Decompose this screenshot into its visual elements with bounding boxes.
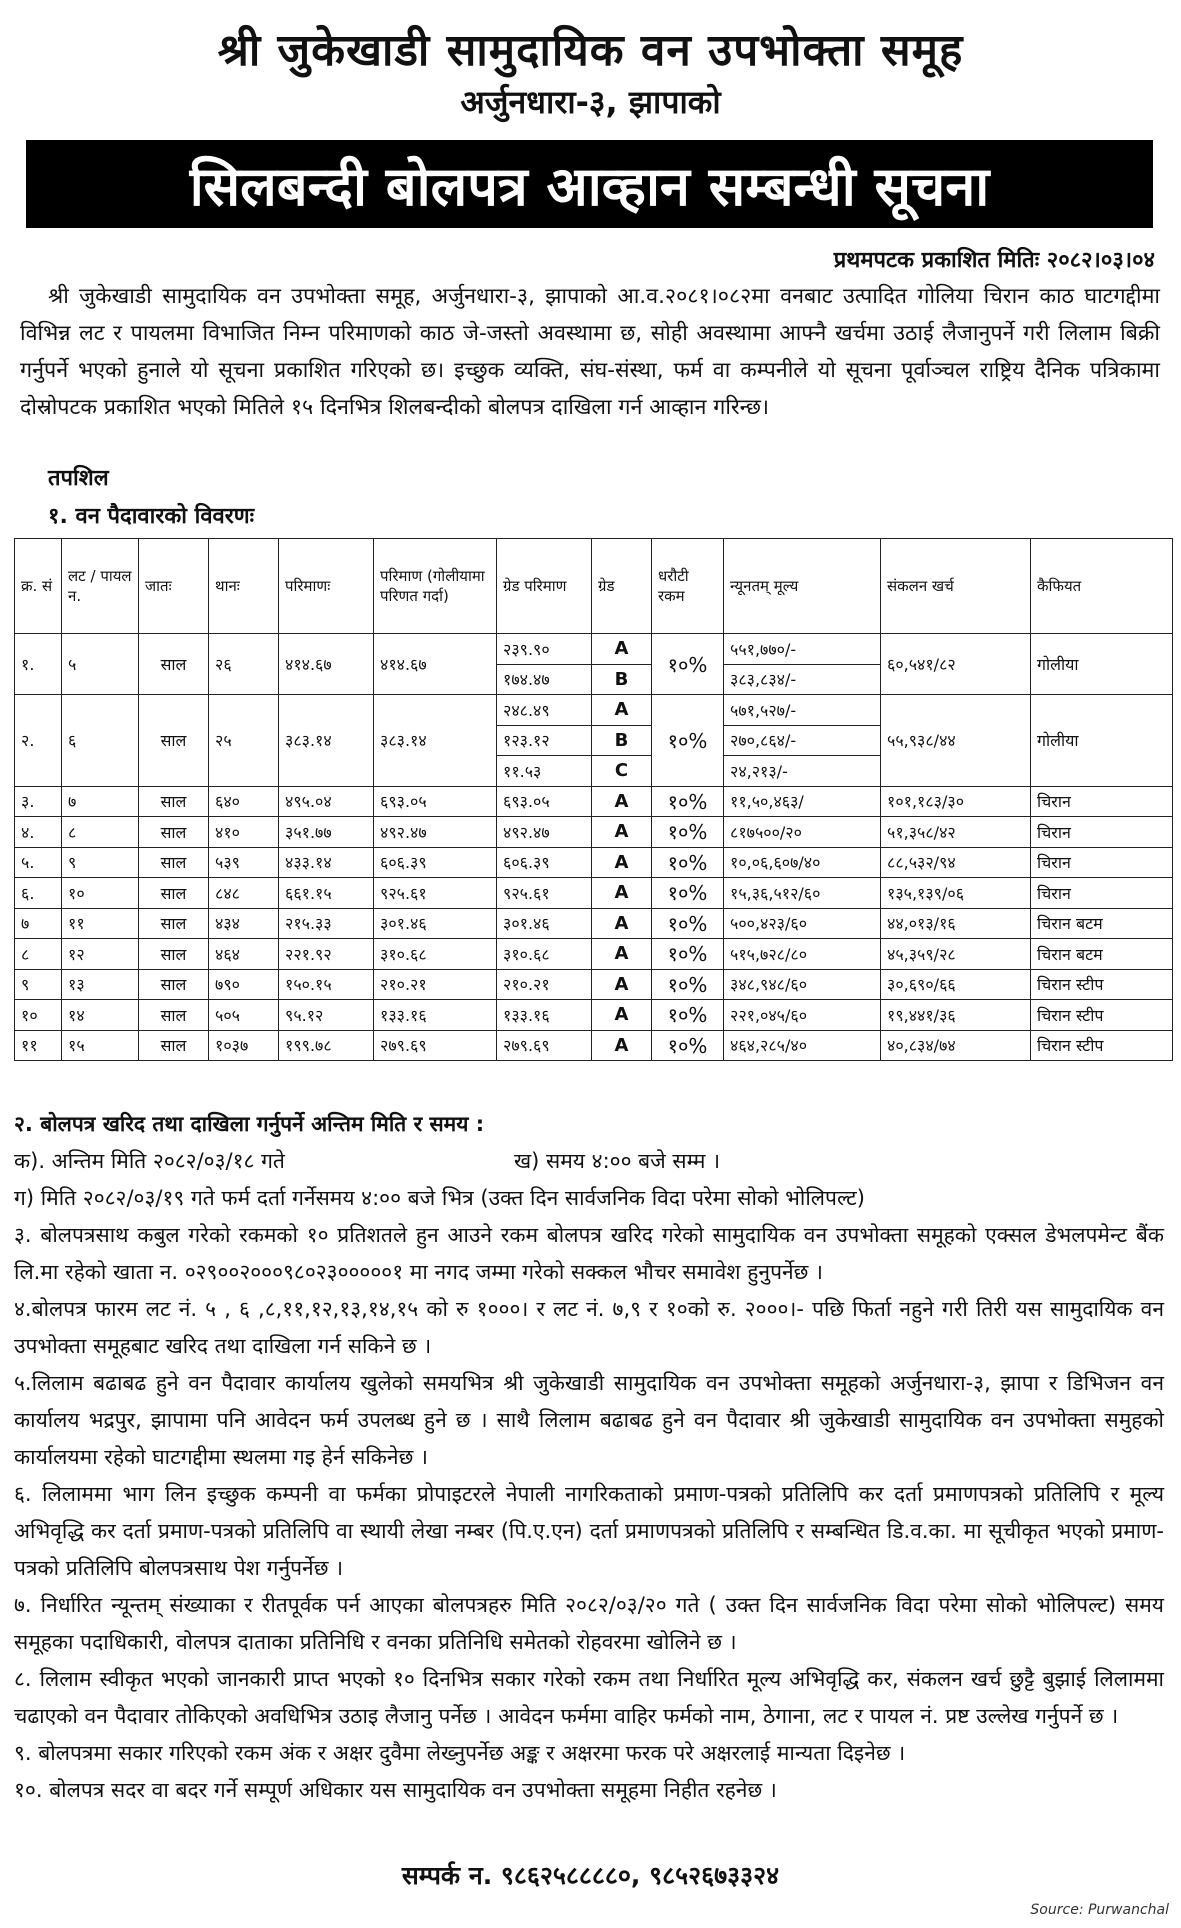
deposit-cell: १०% — [652, 1030, 724, 1061]
grade-quantity-cell: ९२५.६१ — [497, 878, 592, 909]
note-10: १०. बोलपत्र सदर वा बदर गर्ने सम्पूर्ण अधिकार यस सामुदायिक वन उपभोक्ता समूहमा निहीत रहनेछ । — [14, 1778, 777, 1802]
remark-cell: चिरान — [1031, 817, 1173, 848]
grade-quantity-cell: ६९३.०५ — [497, 786, 592, 817]
publication-date: प्रथमपटक प्रकाशित मितिः २०८२।०३।०४ — [833, 248, 1155, 273]
table-row — [15, 786, 1173, 817]
deposit-cell: १०% — [652, 817, 724, 848]
quantity-log-cell: ६९३.०५ — [374, 786, 497, 817]
serial-number-cell: १. — [15, 634, 62, 695]
minimum-price-cell: ५००,४२३/६० — [724, 908, 881, 939]
remark-cell: चिरान स्टीप — [1031, 1000, 1173, 1031]
remark-cell: चिरान — [1031, 786, 1173, 817]
species-cell: साल — [139, 847, 209, 878]
quantity-cell: ६६१.१५ — [279, 878, 374, 909]
collection-cost-cell: ५१,३५८/४२ — [881, 817, 1031, 848]
species-cell: साल — [139, 969, 209, 1000]
count-cell: ४३४ — [209, 908, 279, 939]
table-body — [15, 634, 1173, 1061]
note-2-time: ख) समय ४:०० बजे सम्म । — [514, 1149, 721, 1173]
collection-cost-cell: ६०,५४१/८२ — [881, 634, 1031, 695]
lot-number-cell: १४ — [62, 1000, 139, 1031]
note-9: ९. बोलपत्रमा सकार गरिएको रकम अंक र अक्षर दुवैमा लेख्नुपर्नेछ अङ्क र अक्षरमा फरक परे अक्षरलाई मान्यता दिइनेछ । — [14, 1741, 906, 1765]
header-cell: कैफियत — [1031, 539, 1173, 634]
grade-quantity-cell: ३१०.६८ — [497, 939, 592, 970]
minimum-price-cell: ३८३,८३४/- — [724, 664, 881, 695]
grade-cell: A — [592, 1030, 652, 1061]
lot-number-cell: ७ — [62, 786, 139, 817]
header-cell: धरौटी रकम — [652, 539, 724, 634]
collection-cost-cell: ३०,६९०/६६ — [881, 969, 1031, 1000]
remark-cell: चिरान बटम — [1031, 908, 1173, 939]
quantity-cell: ४३३.१४ — [279, 847, 374, 878]
species-cell: साल — [139, 786, 209, 817]
table-row — [15, 634, 1173, 665]
grade-quantity-cell: १३३.१६ — [497, 1000, 592, 1031]
table-row — [15, 939, 1173, 970]
note-4: ४.बोलपत्र फारम लट नं. ५ , ६ ,८,११,१२,१३,१४,१५ को रु १०००। र लट नं. ७,९ र १०को रु. २०००।- पछि फिर्ता नहुने गरी तिरी यस सामुदायिक वन उपभोक्ता समूहबाट खरिद तथा दाखिला गर्न सकिने छ । — [14, 1297, 1164, 1358]
quantity-log-cell: २१०.२१ — [374, 969, 497, 1000]
species-cell: साल — [139, 1000, 209, 1031]
collection-cost-cell: १३५,१३९/०६ — [881, 878, 1031, 909]
grade-quantity-cell: ४९२.४७ — [497, 817, 592, 848]
table-row — [15, 908, 1173, 939]
count-cell: ४१० — [209, 817, 279, 848]
serial-number-cell: ९ — [15, 969, 62, 1000]
minimum-price-cell: ३४८,९४८/६० — [724, 969, 881, 1000]
grade-quantity-cell: १७४.४७ — [497, 664, 592, 695]
grade-cell: A — [592, 847, 652, 878]
table-row — [15, 1030, 1173, 1061]
grade-cell: A — [592, 939, 652, 970]
lot-number-cell: ८ — [62, 817, 139, 848]
minimum-price-cell: २२१,०४५/६० — [724, 1000, 881, 1031]
header-cell: क्र. सं — [15, 539, 62, 634]
collection-cost-cell: ५५,९३८/४४ — [881, 695, 1031, 787]
serial-number-cell: ४. — [15, 817, 62, 848]
schedule-label: तपशिल — [48, 466, 109, 491]
header-cell: जातः — [139, 539, 209, 634]
grade-cell: A — [592, 969, 652, 1000]
note-2-deadline-row — [14, 1143, 1164, 1180]
table-row — [15, 969, 1173, 1000]
lot-number-cell: १३ — [62, 969, 139, 1000]
deposit-cell: १०% — [652, 908, 724, 939]
quantity-log-cell: ४९२.४७ — [374, 817, 497, 848]
count-cell: ५०५ — [209, 1000, 279, 1031]
grade-cell: A — [592, 634, 652, 665]
quantity-log-cell: ४१४.६७ — [374, 634, 497, 695]
quantity-cell: १९९.७८ — [279, 1030, 374, 1061]
note-5: ५.लिलाम बढाबढ हुने वन पैदावार कार्यालय खुलेको समयभित्र श्री जुकेखाडी सामुदायिक वन उपभोक्ता समूहको अर्जुनधारा-३, झापा र डिभिजन वन कार्यालय भद्रपुर, झापामा पनि आवेदन फर्म उपलब्ध हुने छ । साथै लिलाम बढाबढ हुने वन पैदावार श्री जुकेखाडी सामुदायिक वन उपभोक्ता समुहको कार्यालयमा रहेको घाटगद्दीमा स्थलमा गइ हेर्न सकिनेछ । — [14, 1371, 1164, 1469]
collection-cost-cell: ४५,३५९/२८ — [881, 939, 1031, 970]
header-cell: ग्रेड — [592, 539, 652, 634]
serial-number-cell: ७ — [15, 908, 62, 939]
minimum-price-cell: १५,३६,५१२/६० — [724, 878, 881, 909]
minimum-price-cell: ५५१,७७०/- — [724, 634, 881, 665]
quantity-cell: ३५१.७७ — [279, 817, 374, 848]
minimum-price-cell: २४,२१३/- — [724, 756, 881, 787]
note-7: ७. निर्धारित न्यून्तम् संख्याका र रीतपूर्वक पर्न आएका बोलपत्रहरु मिति २०८२/०३/२० गते ( उक्त दिन सार्वजनिक विदा परेमा सोको भोलिपल्ट) समय समूहका पदाधिकारी, वोलपत्र दाताका प्रतिनिधि र वनका प्रतिनिधि समेतको रोहवरमा खोलिने छ । — [14, 1593, 1164, 1654]
count-cell: ७९० — [209, 969, 279, 1000]
table-row — [15, 878, 1173, 909]
species-cell: साल — [139, 908, 209, 939]
remark-cell: चिरान स्टीप — [1031, 969, 1173, 1000]
lot-number-cell: ११ — [62, 908, 139, 939]
org-address: अर्जुनधारा-३, झापाको — [460, 83, 721, 121]
quantity-log-cell: ६०६.३९ — [374, 847, 497, 878]
species-cell: साल — [139, 817, 209, 848]
grade-cell: A — [592, 695, 652, 726]
remark-cell: गोलीया — [1031, 695, 1173, 787]
deposit-cell: १०% — [652, 847, 724, 878]
forest-products-table — [14, 538, 1173, 1061]
remark-cell: चिरान — [1031, 847, 1173, 878]
collection-cost-cell: ४०,८३४/७४ — [881, 1030, 1031, 1061]
header-cell: संकलन खर्च — [881, 539, 1031, 634]
grade-cell: A — [592, 817, 652, 848]
quantity-cell: ४१४.६७ — [279, 634, 374, 695]
minimum-price-cell: ११,५०,४६३/ — [724, 786, 881, 817]
serial-number-cell: ११ — [15, 1030, 62, 1061]
contact-numbers: सम्पर्क न. ९८६२५८८८८०, ९८५२६७३३२४ — [401, 1861, 780, 1890]
deposit-cell: १०% — [652, 1000, 724, 1031]
grade-cell: A — [592, 1000, 652, 1031]
grade-cell: A — [592, 878, 652, 909]
header-cell: न्यूनतम् मूल्य — [724, 539, 881, 634]
minimum-price-cell: ८१७५००/२० — [724, 817, 881, 848]
lot-number-cell: १० — [62, 878, 139, 909]
quantity-log-cell: ३१०.६८ — [374, 939, 497, 970]
collection-cost-cell: ८८,५३२/९४ — [881, 847, 1031, 878]
note-2-registration: ग) मिति २०८२/०३/१९ गते फर्म दर्ता गर्नेसमय ४:०० बजे भित्र (उक्त दिन सार्वजनिक विदा परेमा सोको भोलिपल्ट) — [14, 1186, 865, 1210]
count-cell: ६४० — [209, 786, 279, 817]
grade-cell: A — [592, 786, 652, 817]
serial-number-cell: ८ — [15, 939, 62, 970]
deposit-cell: १०% — [652, 786, 724, 817]
intro-paragraph: श्री जुकेखाडी सामुदायिक वन उपभोक्ता समूह, अर्जुनधारा-३, झापाको आ.व.२०८१।०८२मा वनबाट उत्पादित गोलिया चिरान काठ घाटगद्दीमा विभिन्न लट र पायलमा विभाजित निम्न परिमाणको काठ जे-जस्तो अवस्थामा छ, सोही अवस्थामा आफ्नै खर्चमा उठाई लैजानुपर्ने गरी लिलाम बिक्री गर्नुपर्ने भएको हुनाले यो सूचना प्रकाशित गरिएको छ। इच्छुक व्यक्ति, संघ-संस्था, फर्म वा कम्पनीले यो सूचना पूर्वाञ्चल राष्ट्रिय दैनिक पत्रिकामा दोस्रोपटक प्रकाशित भएको मितिले १५ दिनभित्र शिलबन्दीको बोलपत्र दाखिला गर्न आव्हान गरिन्छ। — [20, 284, 1160, 420]
remark-cell: चिरान बटम — [1031, 939, 1173, 970]
org-name: श्री जुकेखाडी सामुदायिक वन उपभोक्ता समूह — [217, 25, 964, 76]
grade-cell: B — [592, 664, 652, 695]
minimum-price-cell: १०,०६,६०७/४० — [724, 847, 881, 878]
species-cell: साल — [139, 878, 209, 909]
deposit-cell: १०% — [652, 969, 724, 1000]
collection-cost-cell: १०१,१८३/३० — [881, 786, 1031, 817]
grade-quantity-cell: २३९.९० — [497, 634, 592, 665]
table-row — [15, 847, 1173, 878]
deposit-cell: १०% — [652, 878, 724, 909]
remark-cell: गोलीया — [1031, 634, 1173, 695]
quantity-log-cell: २७९.६९ — [374, 1030, 497, 1061]
grade-cell: C — [592, 756, 652, 787]
header-cell: परिमाणः — [279, 539, 374, 634]
quantity-log-cell: ३८३.१४ — [374, 695, 497, 787]
serial-number-cell: २. — [15, 695, 62, 787]
species-cell: साल — [139, 634, 209, 695]
grade-quantity-cell: २१०.२१ — [497, 969, 592, 1000]
header-cell: लट / पायल न. — [62, 539, 139, 634]
note-8: ८. लिलाम स्वीकृत भएको जानकारी प्राप्त भएको १० दिनभित्र सकार गरेको रकम तथा निर्धारित मूल्य अभिवृद्धि कर, संकलन खर्च छुट्टै बुझाई लिलाममा चढाएको वन पैदावार तोकिएको अवधिभित्र उठाइ लैजानु पर्नेछ । आवेदन फर्ममा वाहिर फर्मको नाम, ठेगाना, लट र पायल नं. प्रष्ट उल्लेख गर्नुपर्ने छ । — [14, 1667, 1164, 1728]
quantity-cell: १५०.१५ — [279, 969, 374, 1000]
table-row — [15, 817, 1173, 848]
grade-quantity-cell: २७९.६९ — [497, 1030, 592, 1061]
count-cell: ८४८ — [209, 878, 279, 909]
quantity-cell: २२१.९२ — [279, 939, 374, 970]
collection-cost-cell: ४४,०१३/१६ — [881, 908, 1031, 939]
serial-number-cell: १० — [15, 1000, 62, 1031]
remark-cell: चिरान — [1031, 878, 1173, 909]
note-2-title: २. बोलपत्र खरिद तथा दाखिला गर्नुपर्ने अन्तिम मिति र समय : — [14, 1112, 485, 1136]
lot-number-cell: १५ — [62, 1030, 139, 1061]
deposit-cell: १०% — [652, 939, 724, 970]
grade-quantity-cell: १२३.१२ — [497, 725, 592, 756]
table-row — [15, 1000, 1173, 1031]
minimum-price-cell: ५१५,७२८/८० — [724, 939, 881, 970]
header-cell: ग्रेड परिमाण — [497, 539, 592, 634]
grade-quantity-cell: २४८.४९ — [497, 695, 592, 726]
count-cell: २५ — [209, 695, 279, 787]
note-6: ६. लिलाममा भाग लिन इच्छुक कम्पनी वा फर्मका प्रोपाइटरले नेपाली नागरिकताको प्रमाण-पत्रको प्रतिलिपि कर दर्ता प्रमाणपत्रको प्रतिलिपि र मूल्य अभिवृद्धि कर दर्ता प्रमाण-पत्रको प्रतिलिपि वा स्थायी लेखा नम्बर (पि.ए.एन) दर्ता प्रमाणपत्रको प्रतिलिपि र सम्बन्धित डि.व.का. मा सूचीकृत भएको प्रमाण-पत्रको प्रतिलिपि बोलपत्रसाथ पेश गर्नुपर्नेछ । — [14, 1482, 1164, 1580]
remark-cell: चिरान स्टीप — [1031, 1030, 1173, 1061]
minimum-price-cell: ५७१,५२७/- — [724, 695, 881, 726]
grade-cell: A — [592, 908, 652, 939]
count-cell: १०३७ — [209, 1030, 279, 1061]
count-cell: २६ — [209, 634, 279, 695]
section1-title: १. वन पैदावारको विवरणः — [48, 504, 255, 529]
quantity-cell: २१५.३३ — [279, 908, 374, 939]
collection-cost-cell: १९,४४१/३६ — [881, 1000, 1031, 1031]
quantity-cell: ४९५.०४ — [279, 786, 374, 817]
count-cell: ५३९ — [209, 847, 279, 878]
minimum-price-cell: ४६४,२८५/४० — [724, 1030, 881, 1061]
serial-number-cell: ६. — [15, 878, 62, 909]
grade-quantity-cell: ११.५३ — [497, 756, 592, 787]
deposit-cell: १०% — [652, 634, 724, 695]
species-cell: साल — [139, 695, 209, 787]
note-3: ३. बोलपत्रसाथ कबुल गरेको रकमको १० प्रतिशतले हुन आउने रकम बोलपत्र खरिद गरेको सामुदायिक वन उपभोक्ता समूहको एक्सल डेभलपमेन्ट बैंक लि.मा रहेको खाता न. ०२९००२०००९८०२३०००००१ मा नगद जम्मा गरेको सक्कल भौचर समावेश हुनुपर्नेछ । — [14, 1223, 1164, 1284]
header-cell: परिमाण (गोलीयामा परिणत गर्दा) — [374, 539, 497, 634]
species-cell: साल — [139, 1030, 209, 1061]
lot-number-cell: ५ — [62, 634, 139, 695]
note-2-date: क). अन्तिम मिति २०८२/०३/१८ गते — [14, 1149, 285, 1173]
minimum-price-cell: २७०,८६४/- — [724, 725, 881, 756]
header-cell: थानः — [209, 539, 279, 634]
lot-number-cell: ६ — [62, 695, 139, 787]
grade-cell: B — [592, 725, 652, 756]
species-cell: साल — [139, 939, 209, 970]
quantity-log-cell: १३३.१६ — [374, 1000, 497, 1031]
grade-quantity-cell: ६०६.३९ — [497, 847, 592, 878]
table-row — [15, 695, 1173, 726]
grade-quantity-cell: ३०१.४६ — [497, 908, 592, 939]
count-cell: ४६४ — [209, 939, 279, 970]
quantity-log-cell: ९२५.६१ — [374, 878, 497, 909]
quantity-cell: ३८३.१४ — [279, 695, 374, 787]
notes-section — [14, 1106, 1164, 1809]
quantity-cell: ९५.१२ — [279, 1000, 374, 1031]
lot-number-cell: १२ — [62, 939, 139, 970]
table-header-row — [15, 539, 1173, 634]
serial-number-cell: ५. — [15, 847, 62, 878]
lot-number-cell: ९ — [62, 847, 139, 878]
quantity-log-cell: ३०१.४६ — [374, 908, 497, 939]
notice-banner: सिलबन्दी बोलपत्र आव्हान सम्बन्धी सूचना — [26, 140, 1153, 228]
deposit-cell: १०% — [652, 695, 724, 787]
serial-number-cell: ३. — [15, 786, 62, 817]
source-credit: Source: Purwanchal — [1030, 1902, 1169, 1918]
